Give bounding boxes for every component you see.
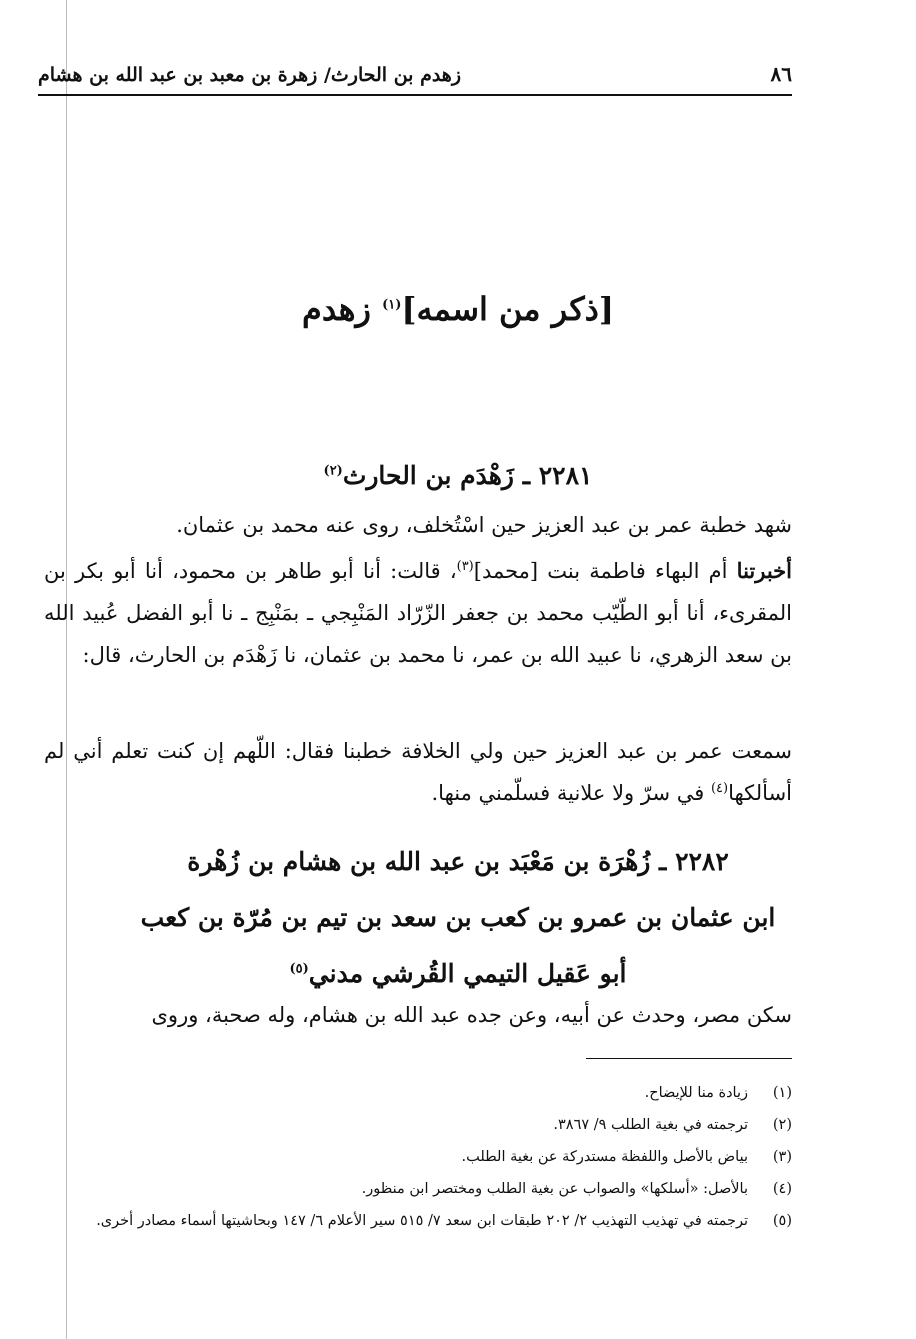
running-title: زهدم بن الحارث/ زهرة بن معبد بن عبد الله بن هشام (38, 64, 462, 86)
header-rule (38, 94, 792, 96)
footnote-ref-5: (٥) (289, 961, 309, 977)
entry-heading-line: ٢٢٨٢ ـ زُهْرَة بن مَعْبَد بن عبد الله بن هشام بن زُهْرة (187, 847, 729, 876)
footnote-number: (٥) (772, 1213, 792, 1229)
matn-text-a: سمعت عمر بن عبد العزيز حين ولي الخلافة خطبنا فقال: اللّهم إن كنت تعلم أني لم أسألكها (44, 739, 792, 805)
matn-paragraph (44, 730, 792, 814)
isnad-text-a: أم البهاء فاطمة بنت [محمد] (473, 559, 737, 583)
footnote-number: (٣) (772, 1149, 792, 1165)
page-header (38, 52, 792, 96)
footnote-ref-2: (٢) (323, 463, 343, 479)
footnote-text: ترجمته في بغية الطلب ٩/ ٣٨٦٧. (553, 1117, 748, 1133)
entry-heading-2281 (0, 448, 916, 504)
footnote-item (44, 1109, 792, 1141)
isnad-text-b: ، قالت: أنا أبو طاهر بن محمود، أنا أبو بكر بن المقرىء، أنا أبو الطّيّب محمد بن جعفر الزّرّاد المَنْبِجي ـ بمَنْبِج ـ نا أبو الفضل عُبيد الله بن سعد الزهري، نا عبيد الله بن عمر، نا محمد بن عثمان، نا زَهْدَم بن الحارث، قال: (44, 559, 792, 667)
footnote-ref-4: (٤) (710, 781, 729, 796)
footnote-rule (586, 1058, 792, 1059)
entry-2282-summary: سكن مصر، وحدث عن أبيه، وعن جده عبد الله بن هشام، وله صحبة، وروى (151, 1003, 792, 1027)
footnote-item (44, 1141, 792, 1173)
entry-2281-summary: شهد خطبة عمر بن عبد العزيز حين اسْتُخلف، روى عنه محمد بن عثمان. (176, 513, 792, 537)
footnote-number: (٤) (772, 1181, 792, 1197)
footnote-text: ترجمته في تهذيب التهذيب ٢/ ٢٠٢ طبقات ابن سعد ٧/ ٥١٥ سير الأعلام ٦/ ١٤٧ وبحاشيتها أسماء مصادر أخرى. (96, 1213, 748, 1229)
section-title-part2: زهدم (302, 290, 383, 328)
footnote-text: بالأصل: «أسلكها» والصواب عن بغية الطلب ومختصر ابن منظور. (361, 1181, 748, 1197)
footnote-number: (١) (772, 1085, 792, 1101)
footnote-number: (٢) (772, 1117, 792, 1133)
footnote-text: بياض بالأصل واللفظة مستدركة عن بغية الطلب. (461, 1149, 748, 1165)
page-number: ٨٦ (770, 62, 792, 86)
footnote-text: زيادة منا للإيضاح. (644, 1085, 748, 1101)
entry-heading-2282 (0, 834, 916, 1002)
footnote-item (44, 1205, 792, 1237)
entry-heading-line: ابن عثمان بن عمرو بن كعب بن سعد بن تيم بن مُرّة بن كعب (140, 903, 776, 932)
matn-text-b: في سرّ ولا علانية فسلّمني منها. (431, 781, 711, 805)
entry-heading-text: أبو عَقيل التيمي القُرشي مدني (308, 959, 627, 988)
isnad-paragraph (44, 550, 792, 676)
paragraph-lead-word: أخبرتنا (736, 558, 792, 583)
footnote-item (44, 1077, 792, 1109)
footnote-ref-1: (١) (382, 297, 402, 313)
footnote-ref-3: (٣) (456, 559, 474, 574)
footnote-item (44, 1173, 792, 1205)
footnotes-list (44, 1077, 792, 1237)
section-title (0, 290, 916, 328)
section-title-part1: [ذكر من اسمه] (401, 290, 614, 328)
entry-heading-text: ٢٢٨١ ـ زَهْدَم بن الحارث (342, 461, 593, 490)
